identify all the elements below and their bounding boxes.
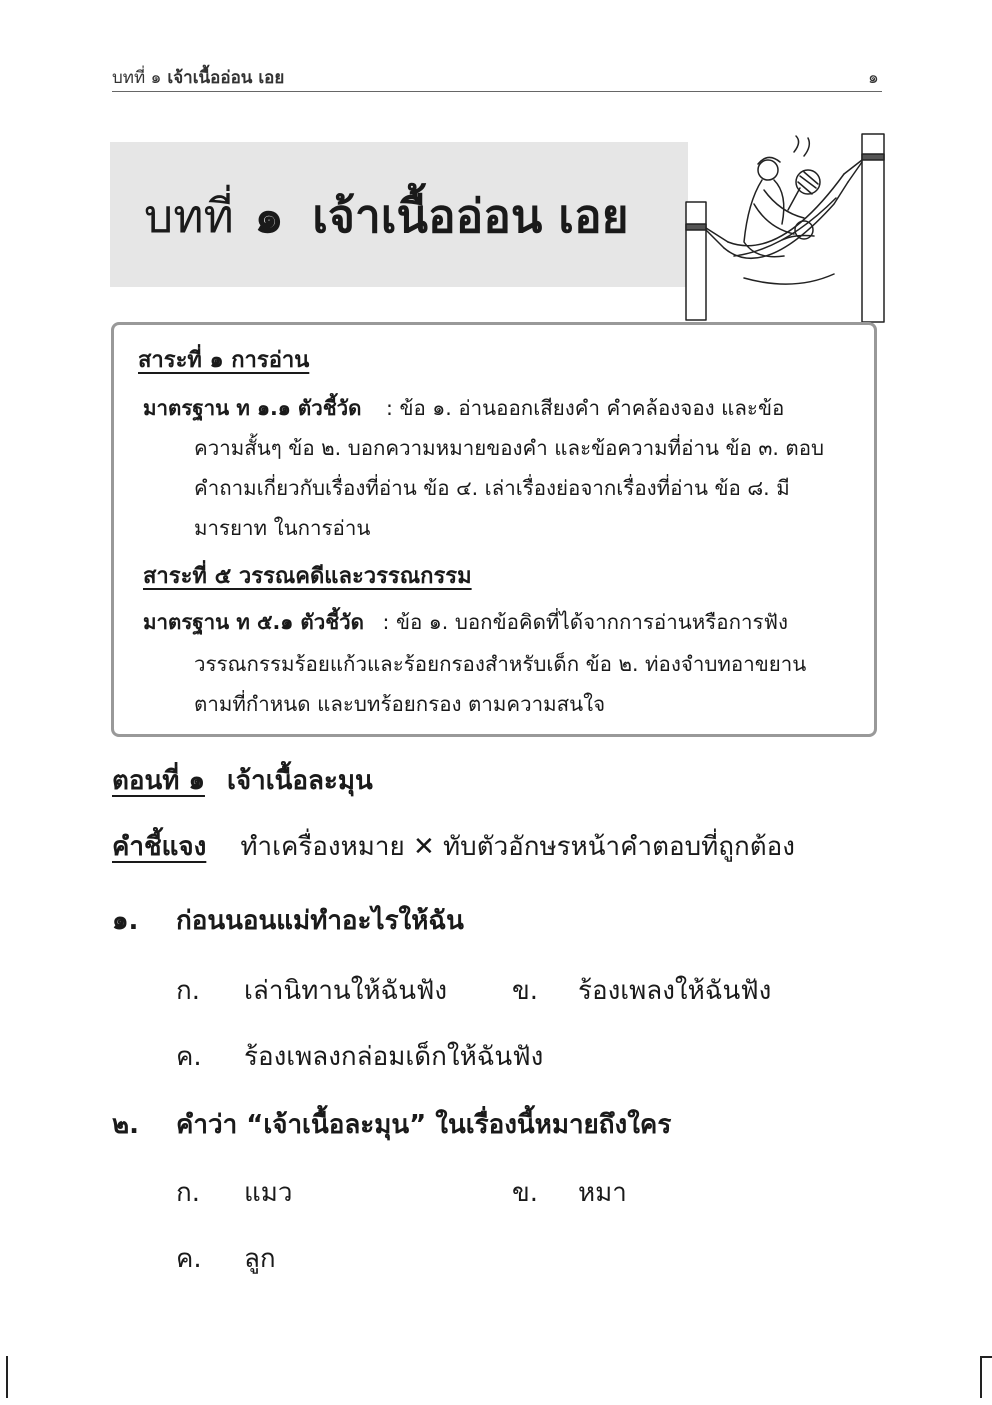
standard-5-text-3: ตามที่กำหนด และบทร้อยกรอง ตามความสนใจ — [194, 692, 606, 716]
standard-1-line-1 — [143, 392, 784, 425]
q1-option-c-letter[interactable]: ค. — [176, 1042, 202, 1072]
crop-mark-left — [6, 1356, 8, 1398]
standard-5-text-2: วรรณกรรมร้อยแก้วและร้อยกรองสำหรับเด็ก ข้อ ๒. ท่องจำบทอาขยาน — [194, 652, 807, 676]
question-2-text: คำว่า “เจ้าเนื้อละมุน” ในเรื่องนี้หมายถึงใคร — [176, 1110, 672, 1140]
q2-option-c-text: ลูก — [244, 1244, 276, 1274]
instruction-label: คำชี้แจง — [112, 832, 207, 862]
question-1-text: ก่อนนอนแม่ทำอะไรให้ฉัน — [176, 906, 464, 936]
q1-option-a-text: เล่านิทานให้ฉันฟัง — [244, 976, 448, 1006]
instruction — [112, 826, 795, 867]
part-heading — [112, 760, 373, 801]
chapter-title-name: เจ้าเนื้ออ่อน เอย — [312, 189, 629, 243]
part-title: เจ้าเนื้อละมุน — [226, 766, 373, 796]
standard-5-text-1: : ข้อ ๑. บอกข้อคิดที่ได้จากการอ่านหรือการฟัง — [382, 610, 789, 634]
running-header — [112, 64, 284, 91]
chapter-title-prefix: บทที่ — [144, 189, 234, 243]
q2-option-a-letter[interactable]: ก. — [176, 1178, 201, 1208]
instruction-text: ทำเครื่องหมาย ✕ ทับตัวอักษรหน้าคำตอบที่ถูกต้อง — [240, 832, 795, 862]
header-chapter-name: เจ้าเนื้ออ่อน เอย — [167, 68, 285, 88]
chapter-title-number: ๑ — [254, 189, 284, 243]
standard-1-text-1: : ข้อ ๑. อ่านออกเสียงคำ คำคล้องจอง และข้อ — [386, 396, 785, 420]
strand-5-heading: สาระที่ ๕ วรรณคดีและวรรณกรรม — [143, 564, 472, 589]
q2-option-a-text: แมว — [244, 1178, 293, 1208]
q2-option-c-letter[interactable]: ค. — [176, 1244, 202, 1274]
chapter-title — [144, 180, 629, 253]
header-chapter-label: บทที่ ๑ — [112, 68, 162, 88]
q1-option-a-letter[interactable]: ก. — [176, 976, 201, 1006]
crop-mark-right — [980, 1356, 982, 1398]
q1-option-b-text: ร้องเพลงให้ฉันฟัง — [578, 976, 772, 1006]
standard-1-text-3: คำถามเกี่ยวกับเรื่องที่อ่าน ข้อ ๔. เล่าเรื่องย่อจากเรื่องที่อ่าน ข้อ ๘. มี — [194, 476, 790, 500]
q2-option-b-letter[interactable]: ข. — [512, 1178, 539, 1208]
page-number: ๑ — [868, 68, 879, 88]
standard-5-line-1 — [143, 606, 788, 639]
standard-1-text-2: ความสั้นๆ ข้อ ๒. บอกความหมายของคำ และข้อความที่อ่าน ข้อ ๓. ตอบ — [194, 436, 825, 460]
standard-5-label: มาตรฐาน ท ๕.๑ ตัวชี้วัด — [143, 610, 364, 634]
q1-option-b-letter[interactable]: ข. — [512, 976, 539, 1006]
part-label: ตอนที่ ๑ — [112, 766, 205, 796]
q2-option-b-text: หมา — [578, 1178, 627, 1208]
crop-mark-right-tick — [980, 1356, 992, 1358]
header-divider — [112, 91, 882, 92]
standard-1-label: มาตรฐาน ท ๑.๑ ตัวชี้วัด — [143, 396, 362, 420]
standard-1-text-4: มารยาท ในการอ่าน — [194, 516, 371, 540]
q1-option-c-text: ร้องเพลงกล่อมเด็กให้ฉันฟัง — [244, 1042, 544, 1072]
question-2-number: ๒. — [112, 1110, 140, 1140]
question-1-number: ๑. — [112, 906, 139, 936]
mother-hammock-illustration — [684, 132, 896, 324]
strand-1-heading: สาระที่ ๑ การอ่าน — [138, 348, 310, 373]
